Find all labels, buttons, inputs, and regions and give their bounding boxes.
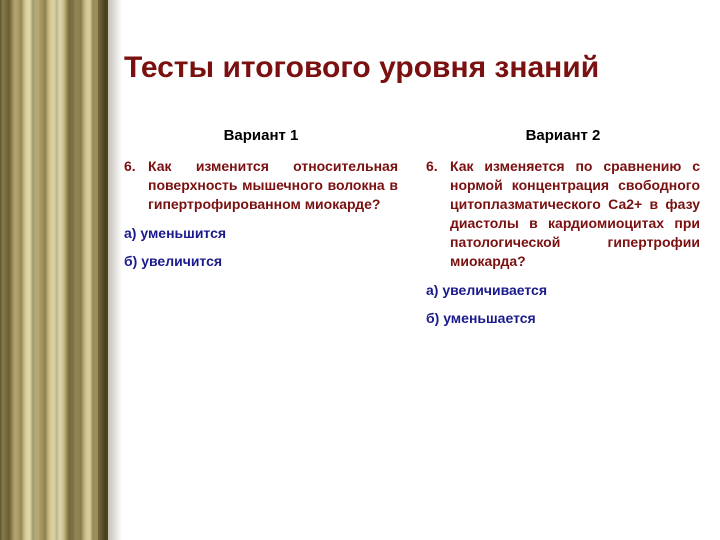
question-number: 6. (426, 158, 438, 174)
question-number: 6. (124, 158, 136, 174)
variant-2-column (426, 124, 700, 337)
variant-1-label: Вариант 1 (223, 127, 299, 144)
variant-1-column (124, 124, 398, 280)
curtain-shadow (98, 0, 122, 540)
question-text: Как изменяется по сравнению с нормой концентрация свободного цитоплазматического Са2+ в фазу диастолы в кардиомиоцитах при патологической гипертрофии миокарда? (450, 158, 700, 269)
question-text: Как изменится относительная поверхность мышечного волокна в гипертрофированном миокарде? (148, 158, 398, 212)
gold-curtain-decoration (0, 0, 108, 540)
variant-2-question (426, 157, 700, 271)
variant-1-question (124, 157, 398, 214)
variant-2-answer-a: а) увеличивается (426, 282, 548, 298)
variant-1-answer-a: а) уменьшится (124, 225, 227, 241)
variant-2-label: Вариант 2 (525, 127, 601, 144)
variant-1-answer-b: б) увеличится (124, 253, 223, 269)
variant-2-answer-b: б) уменьшается (426, 310, 536, 326)
slide-title: Тесты итогового уровня знаний (124, 51, 600, 84)
